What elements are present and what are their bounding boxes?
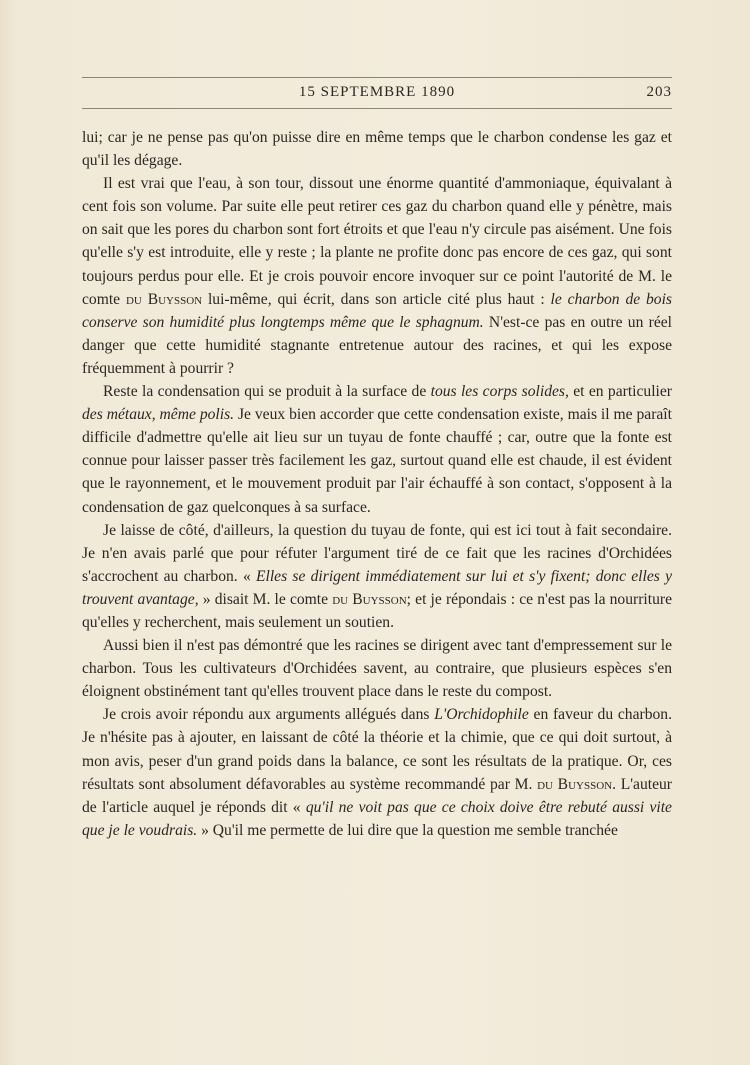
text-run: Je laisse de côté, d'ailleurs, la question du tuyau de fonte, qui est ici tout à fait secondaire. Je n'en avais parlé que pour réfuter l'argument tiré de ce fait que les racines d'Orchidées s'accrochent au charbon. « [82, 521, 672, 585]
text-run: Je veux bien accorder que cette condensation existe, mais il me paraît difficile d'admettre qu'elle ait lieu sur un tuyau de fonte chauffé ; car, outre que la fonte est connue pour laisser passer très facilement les gaz, surtout quand elle est chaude, il est évident que le rayonnement, et le mouvement produit par l'air échauffé à son contact, s'opposent à la condensation de gaz quelconques à sa surface. [82, 406, 672, 516]
paragraph [82, 703, 672, 842]
paragraph [82, 634, 672, 703]
italic-text: Elles se dirigent immédiatement sur lui et s'y fixent; donc elles y trouvent avantage, [82, 567, 672, 608]
header-date: 15 SEPTEMBRE 1890 [298, 84, 456, 100]
italic-text: des métaux, même polis. [82, 406, 235, 424]
paragraph [82, 172, 672, 380]
text-run: lui; car je ne pense pas qu'on puisse dire en même temps que le charbon condense les gaz et qu'il les dégage. [82, 129, 672, 170]
italic-text: L'Orchidophile [434, 706, 529, 724]
text-run: Aussi bien il n'est pas démontré que les racines se dirigent avec tant d'empressement sur le charbon. Tous les cultivateurs d'Orchidées savent, au contraire, que plusieurs espèces s'en éloignent obstinément tant qu'elles trouvent place dans le reste du compost. [82, 637, 672, 701]
body-text [82, 126, 672, 842]
text-run: Reste la condensation qui se produit à la surface de [103, 383, 431, 401]
italic-text: le charbon de bois conserve son humidité plus longtemps même que le sphagnum. [82, 290, 673, 331]
small-caps-name: du Buysson [537, 775, 613, 793]
header-bottom-rule [82, 108, 672, 109]
text-run: ; et je répondais : ce n'est pas la nourriture qu'elles y recherchent, mais seulement un soutien. [82, 590, 672, 631]
small-caps-name: du Buysson [332, 590, 407, 608]
small-caps-name: du Buysson [125, 290, 203, 308]
italic-text: qu'il ne voit pas que ce choix doive être rebuté aussi vite que je le voudrais. [82, 798, 672, 839]
text-run: » Qu'il me permette de lui dire que la question me semble tranchée [197, 821, 618, 839]
text-run: en faveur du charbon. Je n'hésite pas à ajouter, en laissant de côté la théorie et la chimie, que ce qui doit surtout, à mon avis, peser d'un grand poids dans la balance, ce sont les résultats de la pratique. Or, ces résultats sont absolument défavorables au système recommandé par M. [82, 706, 672, 793]
page-number: 203 [646, 84, 672, 100]
text-run: N'est-ce pas en outre un réel danger que cette humidité stagnante entretenue autour des racines, et qui les expose fréquemment à pourrir ? [82, 313, 672, 377]
text-run: lui-même, qui écrit, dans son article cité plus haut : [202, 290, 551, 308]
running-header [82, 84, 672, 108]
text-run: » disait M. le comte [198, 590, 333, 608]
header-top-rule [82, 77, 672, 78]
text-run: Il est vrai que l'eau, à son tour, dissout une énorme quantité d'ammoniaque, équivalant à cent fois son volume. Par suite elle peut retirer ces gaz du charbon quand elle y pénètre, mais on sait que les pores du charbon sont fort étroits et que l'eau n'y circule pas aisément. Une fois qu'elle s'y est introduite, elle y reste ; la plante ne profite donc pas encore de ces gaz, qui sont toujours perdus pour elle. Et je crois pouvoir encore invoquer sur ce point l'autorité de M. le comte [82, 175, 672, 308]
paragraph [82, 126, 672, 172]
paragraph [82, 380, 672, 519]
text-run: Je crois avoir répondu aux arguments allégués dans [103, 706, 435, 724]
paragraph [82, 519, 672, 634]
text-run: et en particulier [568, 383, 673, 401]
text-run: . L'auteur de l'article auquel je réponds dit « [82, 775, 672, 816]
italic-text: tous les corps solides, [430, 383, 569, 401]
